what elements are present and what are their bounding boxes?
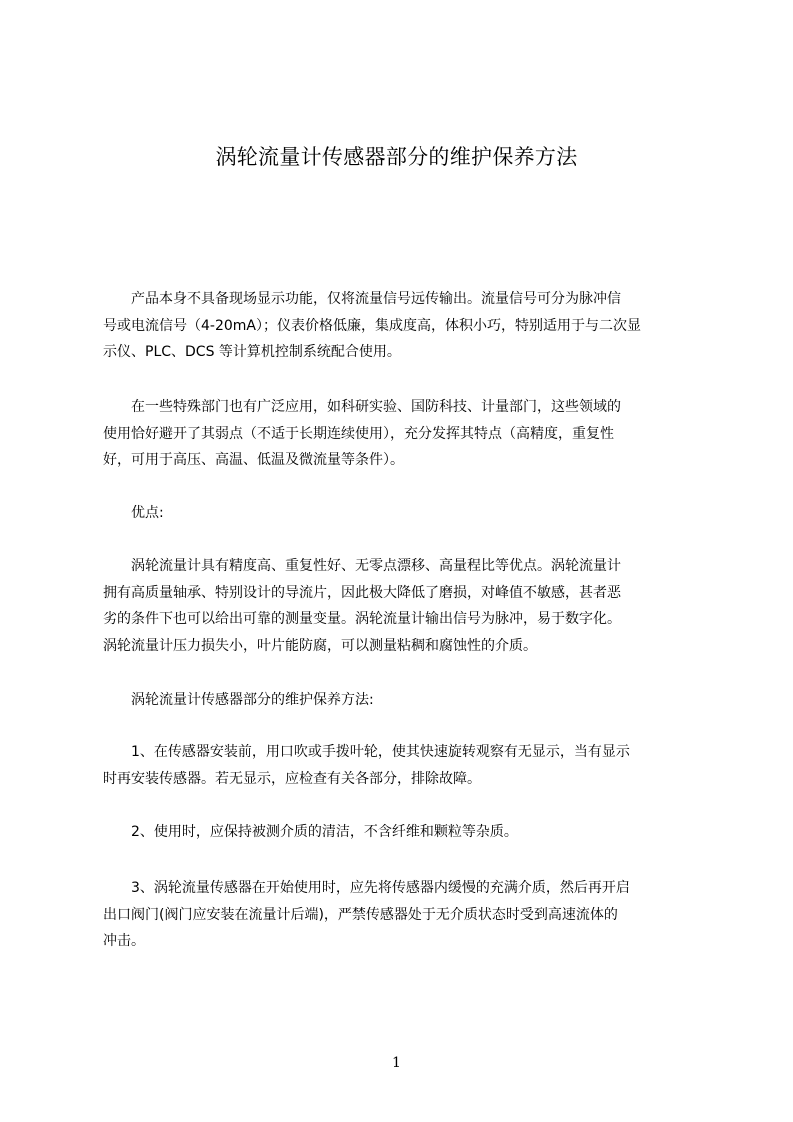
paragraph-step-3 <box>103 875 703 955</box>
paragraph-applications <box>103 394 703 474</box>
paragraph-advantages-heading <box>103 500 703 527</box>
paragraph-line: 拥有高质量轴承、特别设计的导流片，因此极大降低了磨损，对峰值不敏感，甚者恶 <box>103 584 621 601</box>
paragraph-maintenance-heading <box>103 687 703 714</box>
page-number: 1 <box>392 1055 401 1071</box>
paragraph-line: 示仪、PLC、DCS 等计算机控制系统配合使用。 <box>103 344 401 360</box>
paragraph-line: 优点: <box>103 505 164 521</box>
paragraph-line: 涡轮流量计具有精度高、重复性好、无零点漂移、高量程比等优点。涡轮流量计 <box>103 558 621 574</box>
paragraph-line: 3、涡轮流量传感器在开始使用时，应先将传感器内缓慢的充满介质，然后再开启 <box>103 880 630 896</box>
paragraph-step-1 <box>103 739 703 792</box>
document-title: 涡轮流量计传感器部分的维护保养方法 <box>215 145 578 169</box>
paragraph-line: 涡轮流量计压力损失小，叶片能防腐，可以测量粘稠和腐蚀性的介质。 <box>103 637 537 654</box>
paragraph-line: 产品本身不具备现场显示功能，仅将流量信号远传输出。流量信号可分为脉冲信 <box>103 291 621 307</box>
paragraph-step-2 <box>103 819 703 846</box>
paragraph-intro <box>103 286 703 366</box>
paragraph-line: 涡轮流量计传感器部分的维护保养方法: <box>103 692 374 708</box>
paragraph-line: 使用恰好避开了其弱点（不适于长期连续使用），充分发挥其特点（高精度，重复性 <box>103 425 614 442</box>
paragraph-line: 号或电流信号（4-20mA）；仪表价格低廉，集成度高，体积小巧，特别适用于与二次显 <box>103 317 641 334</box>
paragraph-line: 在一些特殊部门也有广泛应用，如科研实验、国防科技、计量部门，这些领域的 <box>103 399 621 415</box>
paragraph-line: 时再安装传感器。若无显示，应检查有关各部分，排除故障。 <box>103 770 481 787</box>
paragraph-line: 1、在传感器安装前，用口吹或手拨叶轮，使其快速旋转观察有无显示，当有显示 <box>103 744 630 760</box>
paragraph-line: 劣的条件下也可以给出可靠的测量变量。涡轮流量计输出信号为脉冲，易于数字化。 <box>103 611 621 627</box>
paragraph-advantages <box>103 553 703 659</box>
paragraph-line: 2、使用时，应保持被测介质的清洁，不含纤维和颗粒等杂质。 <box>103 824 518 840</box>
paragraph-line: 冲击。 <box>103 933 145 949</box>
paragraph-line: 好，可用于高压、高温、低温及微流量等条件）。 <box>103 452 404 468</box>
paragraph-line: 出口阀门(阀门应安装在流量计后端)，严禁传感器处于无介质状态时受到高速流体的 <box>103 906 618 923</box>
